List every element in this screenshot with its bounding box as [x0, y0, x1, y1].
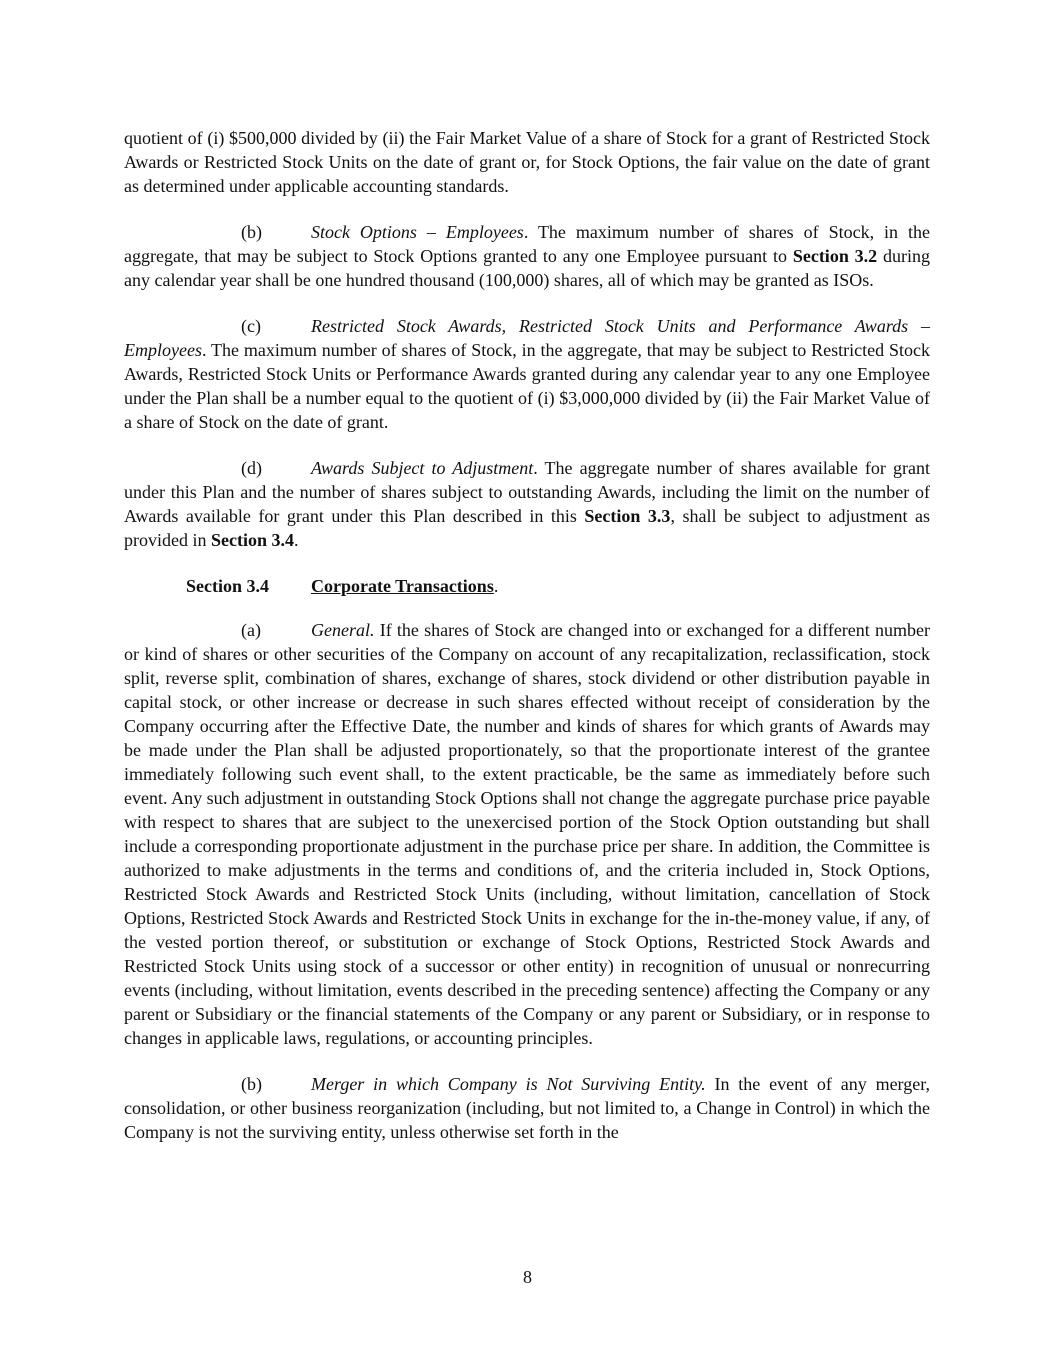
paragraph-3-4-b: (b) Merger in which Company is Not Surviving Entity. In the event of any merger, consolidation, or other business reorganization (including, but not limited to, a Change in Control) in which the Company is not the surviving entity, unless otherwise set forth in the: [124, 1074, 930, 1142]
item-heading: Awards Subject to Adjustment: [311, 458, 534, 478]
paragraph-3-4-a: (a) General. If the shares of Stock are changed into or exchanged for a different number or kind of shares or other securities of the Company on account of any recapitalization, reclassification, stock split, reverse split, combination of shares, exchange of shares, stock dividend or other distribution payable in capital stock, or other increase or decrease in such shares effected without receipt of consideration by the Company occurring after the Effective Date, the number and kinds of shares for which grants of Awards may be made under the Plan shall be adjusted proportionately, so that the proportionate interest of the grantee immediately following such event shall, to the extent practicable, be the same as immediately before such event. Any such adjustment in outstanding Stock Options shall not change the aggregate purchase price payable with respect to shares that are subject to the unexercised portion of the Stock Option outstanding but shall include a corresponding proportionate adjustment in the purchase price per share. In addition, the Committee is authorized to make adjustments in the terms and conditions of, and the criteria included in, Stock Options, Restricted Stock Awards and Restricted Stock Units (including, without limitation, cancellation of Stock Options, Restricted Stock Awards and Restricted Stock Units in exchange for the in-the-money value, if any, of the vested portion thereof, or substitution or exchange of Stock Options, Restricted Stock Awards and Restricted Stock Units using stock of a successor or other entity) in recognition of unusual or nonrecurring events (including, without limitation, events described in the preceding sentence) affecting the Company or any parent or Subsidiary or the financial statements of the Company or any parent or Subsidiary, or in response to changes in applicable laws, regulations, or accounting principles.: [124, 620, 930, 1048]
paragraph-3-3-d: (d) Awards Subject to Adjustment. The aggregate number of shares available for grant under this Plan and the number of shares subject to outstanding Awards, including the limit on the number of Awards available for grant under this Plan described in this Section 3.3, shall be subject to adjustment as provided in Section 3.4.: [124, 458, 931, 550]
item-marker: (b): [241, 222, 262, 242]
item-heading: General.: [311, 620, 375, 640]
document-page: [124, 126, 930, 1166]
item-marker: (d): [241, 458, 262, 478]
section-reference: Section 3.2: [792, 246, 878, 266]
item-heading: Restricted Stock Awards, Restricted Stock Units and Performance Awards – Employees: [124, 316, 930, 360]
item-marker: (a): [241, 620, 261, 640]
paragraph-continuation: quotient of (i) $500,000 divided by (ii) the Fair Market Value of a share of Stock for a grant of Restricted Stock Awards or Restricted Stock Units on the date of grant or, for Stock Options, the fair value on the date of grant as determined under applicable accounting standards.: [124, 128, 930, 196]
section-reference: Section 3.4: [211, 530, 294, 550]
item-marker: (b): [241, 1074, 262, 1094]
page-number: 8: [523, 1267, 532, 1287]
section-title: Corporate Transactions: [311, 576, 494, 596]
item-heading: Merger in which Company is Not Surviving Entity.: [311, 1074, 706, 1094]
item-marker: (c): [241, 316, 261, 336]
section-heading: Section 3.4 Corporate Transactions.: [186, 576, 499, 596]
paragraph-3-3-b: (b) Stock Options – Employees. The maximum number of shares of Stock, in the aggregate, that may be subject to Stock Options granted to any one Employee pursuant to Section 3.2 during any calendar year shall be one hundred thousand (100,000) shares, all of which may be granted as ISOs.: [124, 222, 930, 290]
paragraph-3-3-c: (c) Restricted Stock Awards, Restricted Stock Units and Performance Awards – Employees. The maximum number of shares of Stock, in the aggregate, that may be subject to Restricted Stock Awards, Restricted Stock Units or Performance Awards granted during any calendar year to any one Employee under the Plan shall be a number equal to the quotient of (i) $3,000,000 divided by (ii) the Fair Market Value of a share of Stock on the date of grant.: [124, 316, 930, 432]
section-reference: Section 3.3: [584, 506, 671, 526]
section-number: Section 3.4: [186, 576, 269, 596]
item-heading: Stock Options – Employees: [311, 222, 524, 242]
